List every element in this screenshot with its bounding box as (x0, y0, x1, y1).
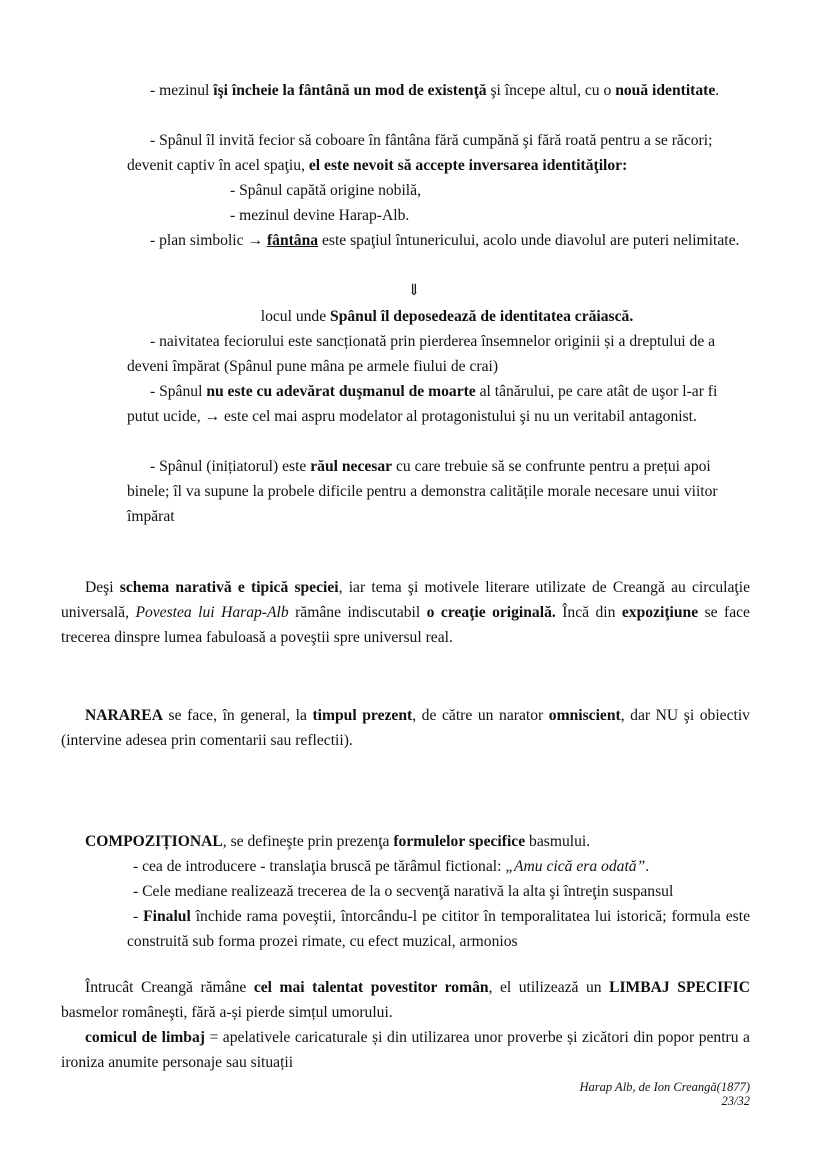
text-run: , se defineşte prin prezenţa (222, 833, 394, 850)
paragraph-narrative-scheme (61, 575, 750, 650)
paragraph-spanul-invite (127, 128, 752, 178)
text-run: formulelor specifice (393, 833, 526, 850)
text-run: - naivitatea feciorului este sancționată prin pierderea însemnelor originii și a dreptului de a deveni împărat (Spânul pune mâna pe armele fiului de crai) (127, 333, 716, 375)
text-run: timpul prezent (312, 707, 413, 724)
text-run: - Spânul (inițiatorul) este (150, 458, 311, 475)
text-run: cu care trebuie să se confrunte pentru a prețui apoi binele; îl va supune la probele dificile pentru a demonstra calitățile morale necesare unui viitor împărat (127, 458, 718, 525)
text-run: Deşi (85, 579, 120, 596)
text-run: rămâne indiscutabil (288, 604, 427, 621)
text-run: schema narativă e tipică speciei (119, 579, 339, 596)
text-run: comicul de limbaj (85, 1029, 205, 1046)
text-run: îşi încheie la fântână un mod de existenţă (213, 82, 487, 99)
text-run: basmelor româneşti, fără a-și pierde simțul umorului. (61, 1004, 393, 1021)
paragraph-naivety (127, 329, 752, 379)
list-item-harap-alb (230, 203, 730, 228)
text-run: el este nevoit să accepte inversarea identităţilor: (308, 157, 628, 174)
paragraph-not-enemy (127, 379, 752, 429)
text-run: - plan simbolic → (150, 232, 267, 249)
paragraph-dispossession (127, 304, 767, 329)
text-run: omniscient (548, 707, 621, 724)
text-run: locul unde (260, 308, 331, 325)
text-run: expoziţiune (621, 604, 699, 621)
list-item-median-formulas (127, 879, 750, 904)
text-run: , dar NU şi obiectiv (intervine adesea prin comentarii sau reflectii). (61, 707, 750, 749)
text-run: - (133, 908, 144, 925)
text-run: nu este cu adevărat duşmanul de moarte (206, 383, 476, 400)
list-item-spanul-noble (230, 178, 730, 203)
paragraph-narration (61, 703, 750, 753)
text-run: cel mai talentat povestitor român (253, 979, 489, 996)
text-run: - Cele mediane realizează trecerea de la o secvenţă narativă la alta şi întreţin suspansul (133, 883, 674, 900)
text-run: Încă din (555, 604, 622, 621)
paragraph-language (61, 975, 750, 1025)
text-run: închide rama poveştii, întorcându-l pe cititor în temporalitatea lui istorică; formula este construită sub forma prozei rimate, cu efect muzical, armonios (127, 908, 751, 950)
text-run: , iar tema şi motivele literare utilizate de Creangă au circulaţie universală, (61, 579, 751, 621)
text-run: - Spânul capătă origine nobilă, (230, 182, 421, 199)
text-run: Finalul (143, 908, 191, 925)
text-run: fântâna (266, 232, 319, 249)
text-run: , de către un narator (412, 707, 549, 724)
text-run: se face, în general, la (162, 707, 313, 724)
text-run: . (645, 858, 650, 875)
paragraph-necessary-evil (127, 454, 752, 529)
list-item-intro-formula (127, 854, 750, 879)
list-item-final-formula (127, 904, 750, 954)
text-run: „Amu cică era odată” (505, 858, 646, 875)
page-footer (580, 1080, 750, 1108)
text-run: COMPOZIȚIONAL (85, 833, 223, 850)
text-run: = apelativele caricaturale și din utilizarea unor proverbe și zicători din popor pentru a ironiza anumite personaje sau situații (61, 1029, 750, 1071)
paragraph-symbolic-plan (127, 228, 752, 253)
text-run: - cea de introducere - translaţia bruscă pe tărâmul fictional: (133, 858, 506, 875)
text-run: nouă identitate (615, 82, 716, 99)
paragraph-mezinul-identity (127, 78, 752, 103)
paragraph-composition (61, 829, 750, 854)
text-run: - Spânul (150, 383, 207, 400)
text-run: şi începe altul, cu o (486, 82, 616, 99)
text-run: Povestea lui Harap-Alb (135, 604, 289, 621)
paragraph-comic-language (61, 1025, 750, 1075)
text-run: - mezinul devine Harap-Alb. (230, 207, 410, 224)
text-run: al tânărului, pe care atât de uşor l-ar fi putut ucide, → este cel mai aspru modelator al protagonistului şi nu un veritabil antagonist. (127, 383, 718, 425)
text-run: ⇓ (407, 282, 421, 299)
text-run: . (715, 82, 720, 99)
text-run: Întrucât Creangă rămâne (85, 979, 254, 996)
text-run: se face trecerea dinspre lumea fabuloasă a poveştii spre universul real. (61, 604, 750, 646)
text-run: este spaţiul întunericului, acolo unde diavolul are puteri nelimitate. (318, 232, 740, 249)
text-run: - mezinul (150, 82, 214, 99)
down-arrow-icon (61, 278, 767, 303)
text-run: , el utilizează un (488, 979, 610, 996)
text-run: NARAREA (85, 707, 163, 724)
text-run: LIMBAJ SPECIFIC (609, 979, 750, 996)
page-number: 23/32 (721, 1094, 750, 1108)
text-run: Spânul îl deposedează de identitatea crăiască. (330, 308, 634, 325)
text-run: răul necesar (310, 458, 393, 475)
footer-title: Harap Alb, de Ion Creangă(1877) (579, 1080, 750, 1094)
text-run: - Spânul îl invită fecior să coboare în fântâna fără cumpănă şi fără roată pentru a se răcori; devenit captiv în acel spaţiu, (127, 132, 713, 174)
text-run: o creaţie originală. (426, 604, 556, 621)
text-run: basmului. (525, 833, 591, 850)
